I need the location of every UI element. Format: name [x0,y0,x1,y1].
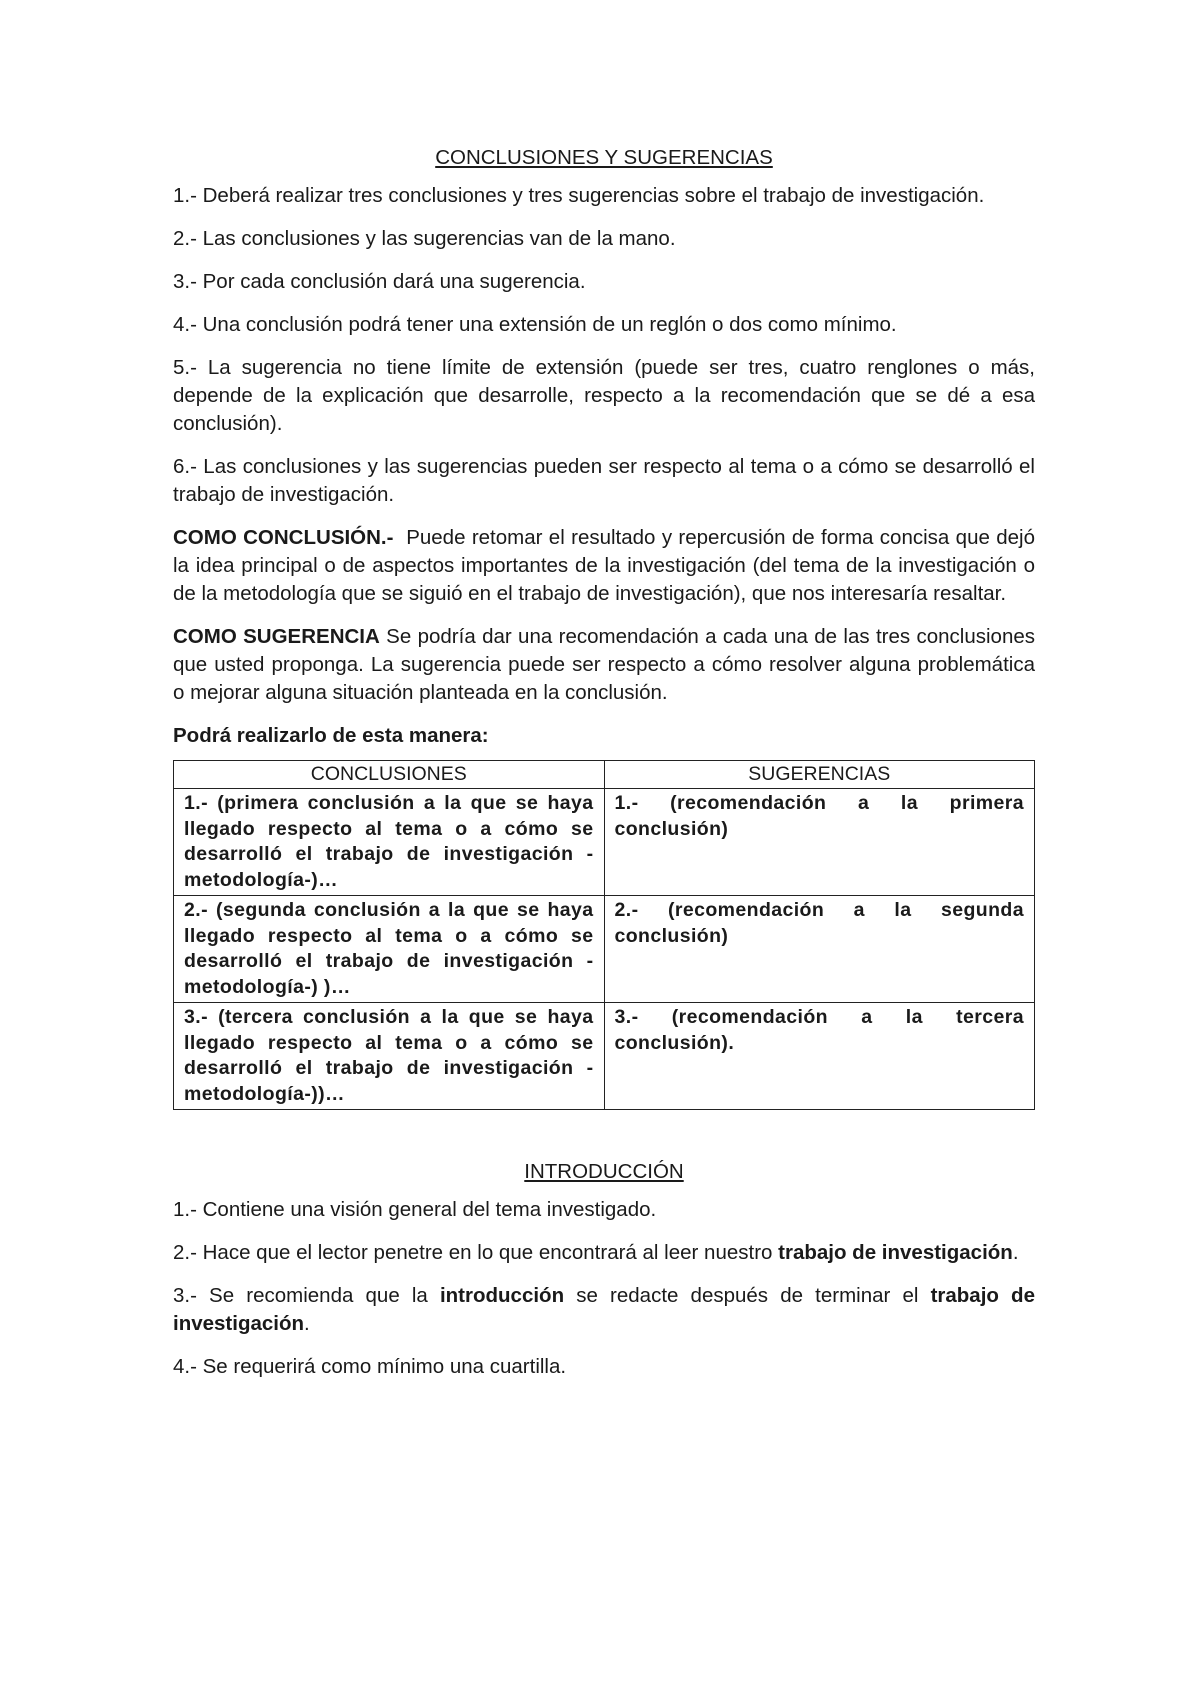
table-header-sugerencias: SUGERENCIAS [604,761,1035,789]
como-conclusion-text: Puede retomar el resultado y repercusión de forma concisa que dejó la idea principal o de aspectos importantes de la investigación (del tema de la investigación o de la metodología que se siguió en el trabajo de investigación), que nos interesaría resaltar. [173,526,1035,605]
intro-item2-text: 2.- Hace que el lector penetre en lo que encontrará al leer nuestro [173,1241,773,1264]
intro-item3-b: se redacte después de terminar el [576,1284,919,1307]
list-item: 2.- Las conclusiones y las sugerencias van de la mano. [173,227,676,250]
table-header-row [174,761,1035,789]
document-page [173,140,1035,1396]
como-conclusion-paragraph [173,524,1035,608]
table-row [174,896,1035,1003]
como-sugerencia-label: COMO SUGERENCIA [173,625,380,648]
como-sugerencia-paragraph [173,623,1035,707]
table-cell: 2.- (recomendación a la segunda conclusión) [604,896,1035,1003]
intro-item3-a: 3.- Se recomienda que la [173,1284,428,1307]
table-intro: Podrá realizarlo de esta manera: [173,724,489,747]
list-item: 1.- Contiene una visión general del tema investigado. [173,1198,657,1221]
intro-item3-bold2: trabajo de investigación [173,1284,1035,1335]
list-item: 1.- Deberá realizar tres conclusiones y tres sugerencias sobre el trabajo de investigación. [173,184,985,207]
intro-item3-bold1: introducción [439,1284,565,1307]
como-conclusion-label: COMO CONCLUSIÓN.- [173,526,394,549]
introduccion-list [173,1196,1035,1381]
list-item [173,1282,1035,1338]
list-item: 4.- Se requerirá como mínimo una cuartilla. [173,1355,567,1378]
intro-item2-end: . [1012,1241,1019,1264]
table-row [174,1003,1035,1110]
table-cell: 2.- (segunda conclusión a la que se haya llegado respecto al tema o a cómo se desarrolló el trabajo de investigación -metodología-) )… [174,896,605,1003]
table-cell: 1.- (recomendación a la primera conclusión) [604,789,1035,896]
list-item [173,1239,1035,1267]
table-row [174,789,1035,896]
table-cell: 3.- (tercera conclusión a la que se haya llegado respecto al tema o a cómo se desarrolló el trabajo de investigación -metodología-))… [174,1003,605,1110]
conclusions-table [173,760,1035,1110]
section-title-conclusiones: CONCLUSIONES Y SUGERENCIAS [435,146,773,169]
table-cell: 1.- (primera conclusión a la que se haya llegado respecto al tema o a cómo se desarrolló el trabajo de investigación -metodología-)… [174,789,605,896]
list-item: 6.- Las conclusiones y las sugerencias pueden ser respecto al tema o a cómo se desarrolló el trabajo de investigación. [173,455,1035,506]
section-title-introduccion: INTRODUCCIÓN [524,1160,684,1183]
list-item: 4.- Una conclusión podrá tener una extensión de un reglón o dos como mínimo. [173,313,897,336]
intro-item2-bold: trabajo de investigación [778,1241,1013,1264]
list-item: 3.- Por cada conclusión dará una sugerencia. [173,270,586,293]
como-sugerencia-text: Se podría dar una recomendación a cada una de las tres conclusiones que usted proponga. La sugerencia puede ser respecto a cómo resolver alguna problemática o mejorar alguna situación planteada en la conclusión. [173,625,1035,704]
list-item: 5.- La sugerencia no tiene límite de extensión (puede ser tres, cuatro renglones o más, depende de la explicación que desarrolle, respecto a la recomendación que se dé a esa conclusión). [173,356,1035,435]
table-header-conclusiones: CONCLUSIONES [174,761,605,789]
intro-item3-end: . [304,1312,310,1335]
table-cell: 3.- (recomendación a la tercera conclusión). [604,1003,1035,1110]
